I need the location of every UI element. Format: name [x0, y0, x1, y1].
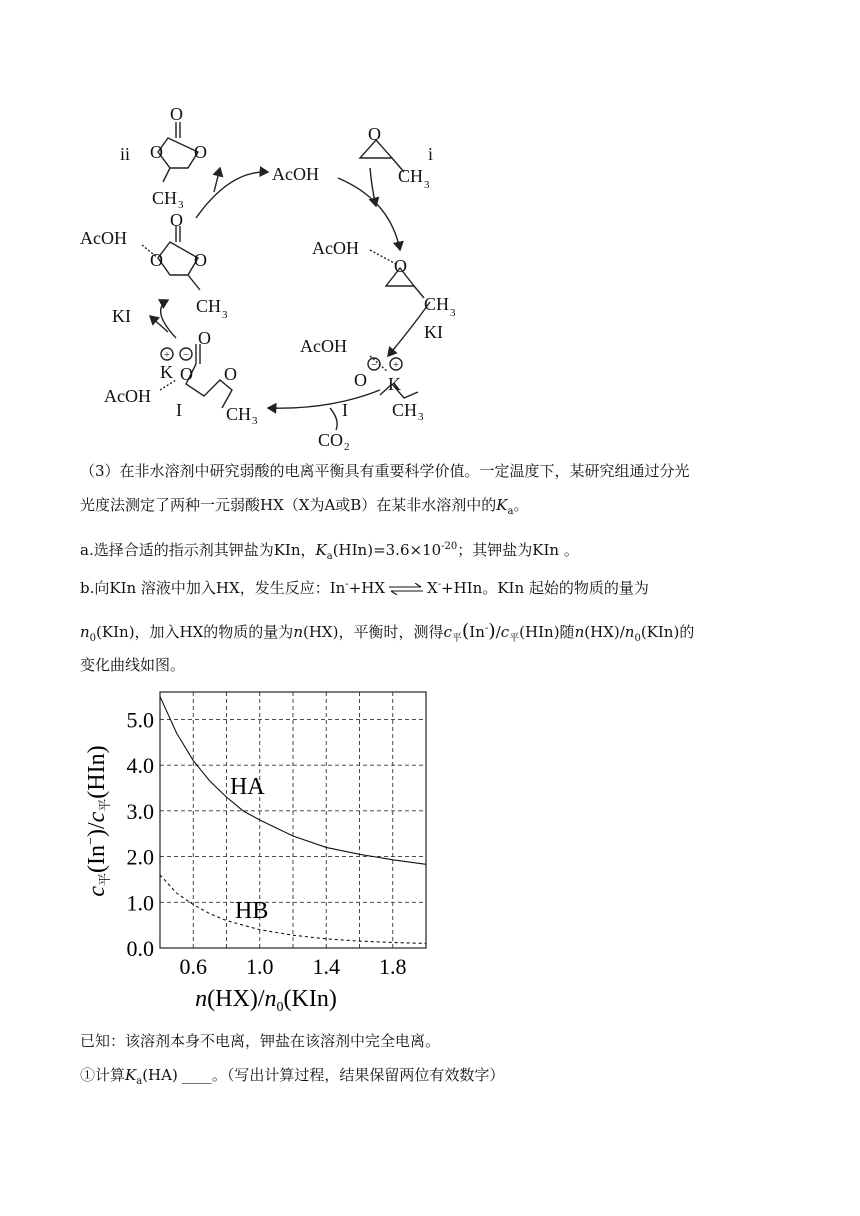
q3-line-c: $n_0(KIn)$，加入HX的物质的量为n(HX)，平衡时，测得$c_平(In^-)/c_平(HIn)$随$n(HX)/n_0(KIn)$的 [80, 620, 695, 644]
ka-hin-value: (HIn)=3.6×10 [332, 541, 442, 559]
c-text3: 随 [559, 623, 575, 641]
atom-k: K [388, 374, 401, 394]
eq-in-charge: - [345, 579, 349, 590]
answer-blank[interactable]: ____ [181, 1066, 212, 1084]
hin-text: (HIn) [519, 623, 560, 641]
arrow-bottom [268, 390, 380, 408]
eq-hin: +HIn [441, 579, 483, 597]
label-i: i [428, 144, 434, 164]
eq-x-charge: - [437, 579, 442, 590]
label-ii: ii [120, 144, 131, 164]
atom-o: O [194, 142, 207, 162]
acoh-bottom-left: AcOH [104, 386, 151, 406]
acoh-left: AcOH [80, 228, 127, 248]
kin-text: (KIn) [96, 623, 135, 641]
q3-line2 [80, 494, 529, 523]
chart-grid [160, 692, 426, 948]
ka-sub: a [326, 551, 333, 562]
ki-right: KI [424, 322, 443, 342]
c-sub: 平 [509, 633, 520, 644]
atom-o: O [224, 364, 237, 384]
q3-line-d: 变化曲线如图。 [80, 656, 186, 674]
x-tick-label: 1.8 [379, 954, 407, 979]
line2-end: 。 [513, 496, 529, 514]
ka-sub: a [507, 506, 514, 517]
n-sub: 0 [634, 633, 641, 644]
arrow-top-left [196, 172, 268, 218]
ch3-sub: 3 [450, 307, 456, 319]
ka-sub: a [136, 1076, 143, 1087]
ka-exponent: -20 [441, 541, 458, 552]
atom-o: O [180, 364, 193, 384]
ch3-label: CH [152, 188, 178, 208]
n-symbol: n [293, 623, 303, 641]
y-tick-label: 5.0 [126, 707, 154, 733]
c-end: 的 [679, 623, 695, 641]
x-axis-label: $n(HX)/n_0(KIn)$ [195, 986, 337, 1015]
x-tick-label: 1.0 [246, 954, 274, 979]
ratio-chart [80, 686, 450, 1016]
ch3-label: CH [226, 404, 252, 424]
ka-symbol: K [125, 1066, 137, 1084]
slash: / [495, 623, 501, 641]
y-tick-label: 4.0 [126, 753, 154, 779]
y-axis-label: $c_平(In^-)/c_平(HIn)$ [84, 745, 112, 897]
q3-line-b [80, 574, 649, 599]
ch3-label: CH [424, 294, 450, 314]
y-tick-label: 0.0 [126, 936, 154, 961]
ch3-sub: 3 [222, 309, 228, 321]
atom-o: O [150, 142, 163, 162]
q3-line-a [80, 536, 579, 568]
hx-ratio: (HX)/ [584, 623, 625, 641]
atom-o: O [170, 210, 183, 230]
eq-hx: +HX [348, 579, 386, 597]
ch3-sub: 3 [178, 199, 184, 211]
series-label-hb: HB [235, 898, 269, 924]
atom-o: O [150, 250, 163, 270]
ch3-label: CH [196, 296, 222, 316]
x-tick-label: 0.6 [179, 954, 207, 979]
plus-charge: + [392, 359, 400, 371]
plus-charge: + [163, 349, 171, 361]
ha-text: (HA) [142, 1066, 178, 1084]
known-condition: 已知：该溶剂本身不电离，钾盐在该溶剂中完全电离。 [80, 1032, 441, 1050]
a-text: a.选择合适的指示剂其钾盐为KIn， [80, 541, 316, 559]
catalytic-cycle-scheme [78, 100, 498, 460]
ki-left: KI [112, 306, 131, 326]
c-symbol: c [443, 623, 452, 641]
line2-text: 光度法测定了两种一元弱酸HX（X为A或B）在某非水溶剂中的 [80, 496, 497, 514]
ka-symbol: K [496, 496, 508, 514]
arrow-left [161, 300, 176, 338]
co2-label: CO [318, 430, 344, 450]
c-sub: 平 [451, 633, 462, 644]
atom-i: I [176, 400, 182, 420]
y-tick-label: 1.0 [126, 890, 154, 916]
atom-k: K [160, 362, 173, 382]
atom-o: O [170, 104, 183, 124]
minus-charge: − [182, 349, 190, 361]
ch3-label: CH [398, 166, 424, 186]
q1-end: 。（写出计算过程，结果保留两位有效数字） [211, 1066, 505, 1084]
b-end: 。KIn 起始的物质的量为 [482, 579, 649, 597]
ring-left [158, 242, 198, 275]
question-1 [80, 1064, 504, 1093]
n-sub: 0 [89, 633, 97, 644]
a-end: ；其钾盐为KIn 。 [457, 541, 579, 559]
y-tick-label: 3.0 [126, 798, 154, 824]
minus-charge: − [370, 359, 378, 371]
series-label-ha: HA [230, 774, 265, 800]
in-charge: - [484, 623, 489, 634]
co2-sub: 2 [344, 441, 350, 453]
in-text: In [469, 623, 485, 641]
acoh-top: AcOH [272, 164, 319, 184]
ch3-sub: 3 [252, 415, 258, 427]
acoh-bottom-right: AcOH [300, 336, 347, 356]
ch3-sub: 3 [424, 179, 430, 191]
n-symbol: n [624, 623, 635, 641]
equilibrium-arrow-icon [387, 583, 425, 595]
atom-o: O [198, 328, 211, 348]
c-text: ，加入HX的物质的量为 [134, 623, 294, 641]
y-tick-label: 2.0 [126, 844, 154, 870]
ring-ii [158, 138, 198, 168]
n-symbol: n [80, 623, 90, 641]
eq-x: X [427, 579, 438, 597]
atom-o: O [368, 124, 381, 144]
eq-in: In [329, 579, 346, 597]
ka-symbol: K [315, 541, 327, 559]
ch3-sub: 3 [418, 411, 424, 423]
c-text2: ，平衡时，测得 [338, 623, 444, 641]
b-text: b.向KIn 溶液中加入HX，发生反应： [80, 579, 330, 597]
atom-o: O [394, 256, 407, 276]
hx-text: (HX) [302, 623, 339, 641]
acoh-right: AcOH [312, 238, 359, 258]
atom-i: I [342, 400, 348, 420]
atom-o: O [354, 370, 367, 390]
ch3-label: CH [392, 400, 418, 420]
c-symbol: c [500, 623, 510, 641]
n-symbol: n [574, 623, 585, 641]
q3-line1: （3）在非水溶剂中研究弱酸的电离平衡具有重要科学价值。一定温度下，某研究组通过分光 [80, 462, 690, 480]
atom-o: O [194, 250, 207, 270]
kin-text: (KIn) [640, 623, 680, 641]
x-tick-label: 1.4 [312, 954, 340, 979]
q1-text: ①计算 [80, 1066, 126, 1084]
